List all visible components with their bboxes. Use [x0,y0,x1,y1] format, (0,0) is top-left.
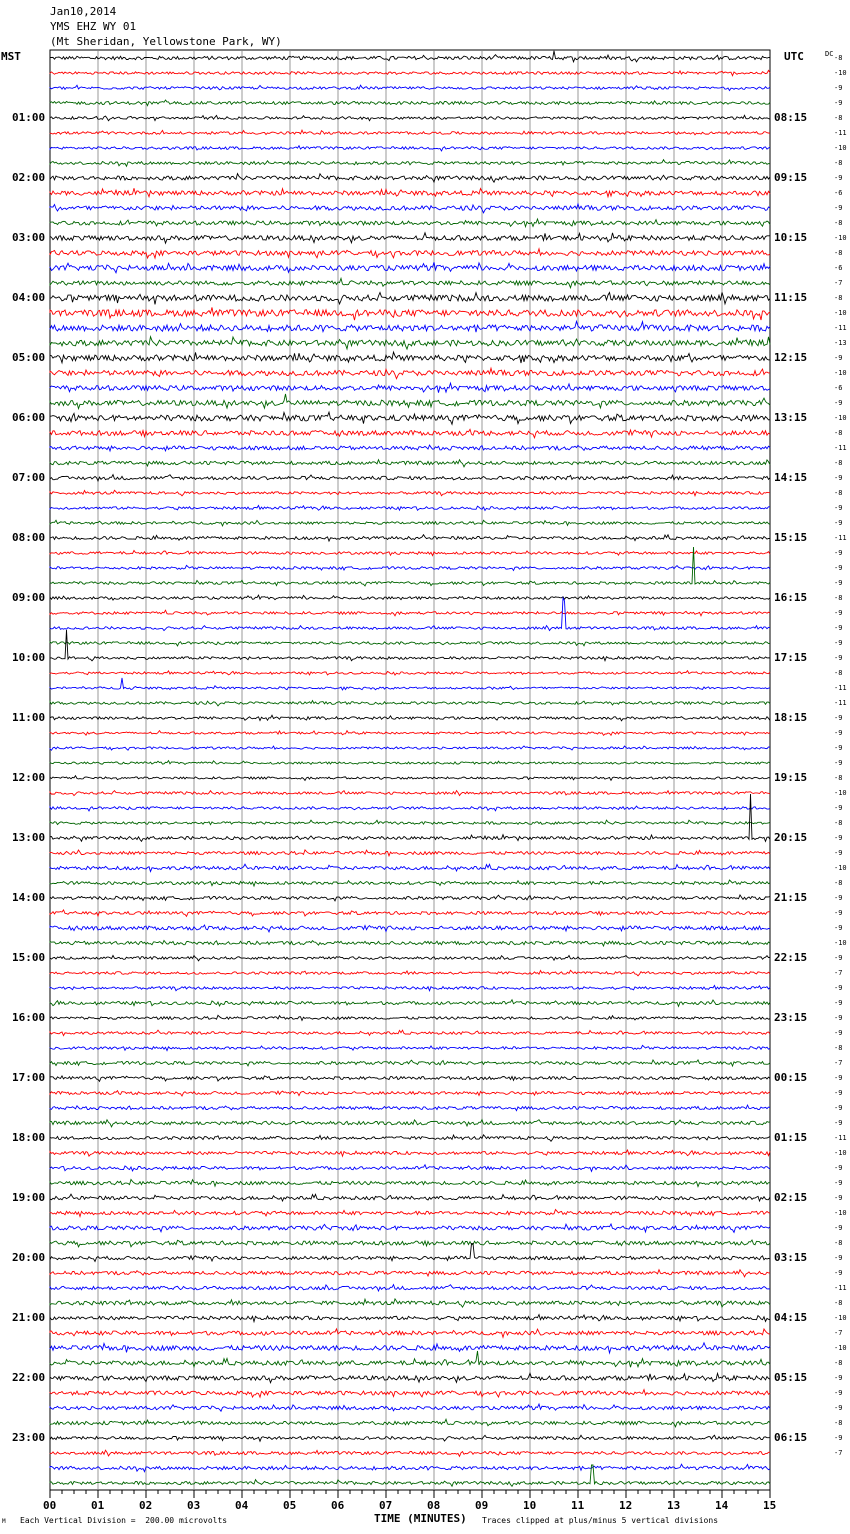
trace-49 [50,791,770,796]
trace-13 [50,249,770,258]
right-hour-label: 15:15 [774,531,808,544]
left-hour-label: 07:00 [12,471,46,484]
left-hour-label: 23:00 [12,1431,46,1444]
trace-67 [50,1060,770,1066]
dc-offset-value: -9 [834,1194,843,1202]
dc-offset-value: -9 [834,474,843,482]
trace-27 [50,460,770,467]
scale-note: Each Vertical Division = 200.00 microvolts [20,1516,228,1525]
dc-offset-value: -9 [834,1269,843,1277]
trace-52 [50,794,770,841]
dc-offset-value: -9 [834,1104,843,1112]
dc-offset-value: -9 [834,804,843,812]
dc-offset-value: -9 [834,1404,843,1412]
right-hour-label: 00:15 [774,1071,808,1084]
dc-offset-value: -8 [834,459,843,467]
trace-47 [50,761,770,765]
trace-25 [50,429,770,438]
dc-offset-value: -9 [834,849,843,857]
right-hour-label: 13:15 [774,411,808,424]
right-hour-label: 05:15 [774,1371,808,1384]
trace-34 [50,565,770,570]
trace-81 [50,1270,770,1277]
dc-offset-value: -9 [834,894,843,902]
dc-offset-value: -8 [834,1299,843,1307]
dc-offset-value: -11 [834,324,847,332]
dc-offset-value: -10 [834,1344,847,1352]
trace-90 [50,1404,770,1411]
trace-51 [50,820,770,825]
dc-offset-value: -9 [834,1434,843,1442]
trace-45 [50,731,770,736]
dc-offset-value: -8 [834,819,843,827]
dc-offset-value: -9 [834,1089,843,1097]
trace-80 [50,1244,770,1262]
dc-offset-value: -11 [834,699,847,707]
dc-offset-value: -8 [834,429,843,437]
trace-5 [50,130,770,135]
trace-16 [50,292,770,304]
trace-42 [50,678,770,690]
dc-offset-value: -9 [834,1179,843,1187]
x-tick-label-13: 13 [667,1499,681,1512]
dc-offset-value: -9 [834,1164,843,1172]
trace-53 [50,850,770,856]
left-hour-label: 05:00 [12,351,46,364]
left-hour-label: 20:00 [12,1251,46,1264]
right-hour-label: 19:15 [774,771,808,784]
dc-offset-value: -8 [834,54,843,62]
trace-15 [50,278,770,287]
dc-offset-value: -8 [834,774,843,782]
dc-offset-value: -8 [834,594,843,602]
dc-offset-value: -10 [834,1209,847,1217]
trace-8 [50,174,770,183]
right-hour-label: 11:15 [774,291,808,304]
dc-offset-value: -9 [834,1224,843,1232]
left-hour-label: 11:00 [12,711,46,724]
trace-55 [50,880,770,886]
x-axis [50,1490,770,1498]
dc-offset-value: -11 [834,684,847,692]
dc-offset-value: -7 [834,1329,843,1337]
trace-17 [50,307,770,320]
trace-48 [50,776,770,781]
x-tick-label-12: 12 [619,1499,633,1512]
left-hour-label: 21:00 [12,1311,46,1324]
trace-33 [50,551,770,556]
right-hour-label: 03:15 [774,1251,808,1264]
trace-6 [50,146,770,151]
trace-61 [50,970,770,976]
dc-offset-value: -9 [834,924,843,932]
dc-offset-value: -9 [834,1119,843,1127]
trace-38 [50,598,770,631]
dc-offset-value: -7 [834,1059,843,1067]
dc-offset-value: -6 [834,264,843,272]
right-hour-label: 08:15 [774,111,808,124]
trace-70 [50,1105,770,1111]
left-hour-label: 03:00 [12,231,46,244]
dc-offset-value: -9 [834,174,843,182]
right-hour-label: 10:15 [774,231,808,244]
x-tick-label-15: 15 [763,1499,777,1512]
dc-offset-value: -9 [834,84,843,92]
dc-offset-value: -9 [834,909,843,917]
trace-31 [50,520,770,526]
dc-offset-value: -9 [834,549,843,557]
trace-77 [50,1210,770,1217]
dc-offset-value: -8 [834,1239,843,1247]
trace-41 [50,671,770,675]
trace-19 [50,337,770,349]
trace-layer [50,51,770,1487]
dc-offset-value: -9 [834,1374,843,1382]
dc-offset-value: -9 [834,354,843,362]
trace-63 [50,1000,770,1007]
right-hour-label: 12:15 [774,351,808,364]
trace-44 [50,715,770,721]
x-tick-label-02: 02 [139,1499,153,1512]
dc-offset-value: -9 [834,729,843,737]
dc-offset-value: -8 [834,249,843,257]
dc-offset-value: -8 [834,114,843,122]
dc-offset-value: -10 [834,369,847,377]
dc-offset-value: -9 [834,639,843,647]
right-hour-label: 06:15 [774,1431,808,1444]
right-hour-label: 02:15 [774,1191,808,1204]
trace-68 [50,1076,770,1082]
dc-column-label: DC [825,50,834,58]
trace-28 [50,475,770,481]
left-hour-label: 19:00 [12,1191,46,1204]
dc-offset-value: -10 [834,309,847,317]
dc-offset-value: -7 [834,279,843,287]
trace-93 [50,1450,770,1456]
trace-74 [50,1165,770,1172]
x-tick-label-11: 11 [571,1499,585,1512]
left-hour-label: 09:00 [12,591,46,604]
trace-26 [50,445,770,451]
left-hour-label: 08:00 [12,531,46,544]
trace-56 [50,895,770,901]
trace-4 [50,115,770,120]
left-hour-label: 06:00 [12,411,46,424]
left-hour-label: 22:00 [12,1371,46,1384]
trace-82 [50,1285,770,1291]
dc-offset-value: -10 [834,144,847,152]
dc-offset-value: -8 [834,159,843,167]
trace-60 [50,956,770,961]
station-code: YMS EHZ WY 01 [50,20,137,33]
trace-73 [50,1150,770,1156]
dc-offset-value: -6 [834,384,843,392]
dc-offset-value: -9 [834,564,843,572]
trace-87 [50,1351,770,1367]
x-tick-label-06: 06 [331,1499,345,1512]
trace-66 [50,1045,770,1050]
right-hour-label: 18:15 [774,711,808,724]
x-tick-label-07: 07 [379,1499,393,1512]
right-hour-label: 09:15 [774,171,808,184]
dc-offset-value: -9 [834,714,843,722]
trace-36 [50,595,770,600]
corner-mark: M [2,1518,6,1525]
dc-offset-value: -8 [834,1419,843,1427]
dc-offset-value: -9 [834,624,843,632]
trace-50 [50,806,770,811]
dc-offset-value: -9 [834,954,843,962]
dc-offset-value: -11 [834,129,847,137]
trace-37 [50,610,770,616]
trace-88 [50,1373,770,1382]
right-timezone-label: UTC [784,50,804,63]
trace-57 [50,910,770,917]
dc-offset-value: -8 [834,879,843,887]
trace-2 [50,85,770,90]
dc-offset-value: -13 [834,339,847,347]
dc-offset-value: -9 [834,99,843,107]
left-hour-label: 10:00 [12,651,46,664]
x-tick-label-04: 04 [235,1499,249,1512]
trace-46 [50,746,770,750]
trace-0 [50,51,770,62]
trace-32 [50,535,770,541]
dc-offset-value: -8 [834,489,843,497]
dc-offset-value: -10 [834,1314,847,1322]
trace-89 [50,1390,770,1398]
left-hour-label: 02:00 [12,171,46,184]
dc-offset-value: -10 [834,69,847,77]
trace-65 [50,1030,770,1036]
right-hour-label: 23:15 [774,1011,808,1024]
x-tick-label-01: 01 [91,1499,105,1512]
dc-offset-value: -7 [834,1449,843,1457]
dc-offset-value: -9 [834,1389,843,1397]
x-tick-label-09: 09 [475,1499,489,1512]
trace-75 [50,1180,770,1187]
dc-offset-value: -11 [834,534,847,542]
trace-78 [50,1224,770,1232]
right-hour-label: 17:15 [774,651,808,664]
left-hour-label: 15:00 [12,951,46,964]
trace-3 [50,100,770,106]
trace-72 [50,1135,770,1142]
left-hour-label: 18:00 [12,1131,46,1144]
dc-offset-value: -9 [834,1074,843,1082]
x-tick-label-08: 08 [427,1499,441,1512]
dc-offset-value: -9 [834,834,843,842]
dc-offset-value: -11 [834,444,847,452]
left-hour-label: 16:00 [12,1011,46,1024]
chart-date: Jan10,2014 [50,5,117,18]
trace-9 [50,188,770,197]
trace-92 [50,1435,770,1441]
dc-offset-value: -8 [834,1359,843,1367]
dc-offset-value: -11 [834,1134,847,1142]
trace-24 [50,412,770,424]
trace-71 [50,1120,770,1127]
trace-30 [50,506,770,511]
trace-40 [50,630,770,661]
trace-20 [50,352,770,363]
dc-offset-value: -9 [834,1014,843,1022]
trace-69 [50,1091,770,1096]
dc-offset-value: -10 [834,234,847,242]
trace-91 [50,1419,770,1427]
dc-offset-value: -9 [834,984,843,992]
trace-84 [50,1315,770,1322]
left-hour-label: 12:00 [12,771,46,784]
dc-offset-value: -10 [834,939,847,947]
x-tick-label-14: 14 [715,1499,729,1512]
station-location: (Mt Sheridan, Yellowstone Park, WY) [50,35,282,48]
trace-7 [50,160,770,167]
clip-note: Traces clipped at plus/minus 5 vertical divisions [482,1516,719,1525]
left-timezone-label: MST [1,50,21,63]
dc-offset-value: -9 [834,399,843,407]
dc-offset-value: -9 [834,519,843,527]
trace-59 [50,941,770,947]
x-tick-label-03: 03 [187,1499,201,1512]
dc-offset-value: -9 [834,999,843,1007]
left-hour-label: 17:00 [12,1071,46,1084]
right-hour-label: 21:15 [774,891,808,904]
trace-18 [50,321,770,332]
x-tick-label-00: 00 [43,1499,57,1512]
dc-offset-value: -9 [834,744,843,752]
x-axis-title: TIME (MINUTES) [374,1512,467,1525]
left-hour-label: 14:00 [12,891,46,904]
trace-23 [50,394,770,409]
trace-29 [50,490,770,496]
dc-offset-value: -9 [834,1254,843,1262]
trace-86 [50,1343,770,1353]
right-hour-label: 22:15 [774,951,808,964]
left-hour-label: 01:00 [12,111,46,124]
dc-offset-value: -7 [834,969,843,977]
trace-1 [50,70,770,75]
dc-offset-value: -10 [834,1149,847,1157]
trace-10 [50,204,770,213]
dc-offset-value: -6 [834,189,843,197]
trace-83 [50,1299,770,1307]
left-hour-label: 04:00 [12,291,46,304]
right-hour-label: 04:15 [774,1311,808,1324]
trace-14 [50,262,770,273]
dc-offset-value: -9 [834,609,843,617]
right-hour-label: 14:15 [774,471,808,484]
trace-58 [50,925,770,932]
dc-offset-value: -10 [834,414,847,422]
trace-12 [50,233,770,243]
trace-62 [50,986,770,991]
trace-22 [50,383,770,393]
right-hour-label: 16:15 [774,591,808,604]
dc-offset-value: -10 [834,789,847,797]
dc-offset-value: -8 [834,669,843,677]
dc-offset-value: -10 [834,864,847,872]
dc-offset-value: -9 [834,654,843,662]
trace-94 [50,1464,770,1472]
dc-offset-value: -9 [834,579,843,587]
dc-offset-value: -11 [834,1284,847,1292]
dc-offset-value: -8 [834,294,843,302]
trace-11 [50,219,770,227]
trace-76 [50,1194,770,1201]
dc-offset-value: -9 [834,204,843,212]
trace-54 [50,864,770,871]
trace-79 [50,1240,770,1247]
trace-43 [50,701,770,706]
dc-offset-value: -9 [834,504,843,512]
dc-offset-value: -9 [834,759,843,767]
dc-offset-value: -8 [834,219,843,227]
trace-39 [50,641,770,646]
left-hour-label: 13:00 [12,831,46,844]
trace-21 [50,368,770,379]
dc-offset-value: -8 [834,1044,843,1052]
dc-offset-value: -9 [834,1029,843,1037]
x-tick-label-05: 05 [283,1499,297,1512]
right-hour-label: 20:15 [774,831,808,844]
trace-64 [50,1015,770,1020]
right-hour-label: 01:15 [774,1131,808,1144]
trace-85 [50,1329,770,1337]
x-tick-label-10: 10 [523,1499,537,1512]
